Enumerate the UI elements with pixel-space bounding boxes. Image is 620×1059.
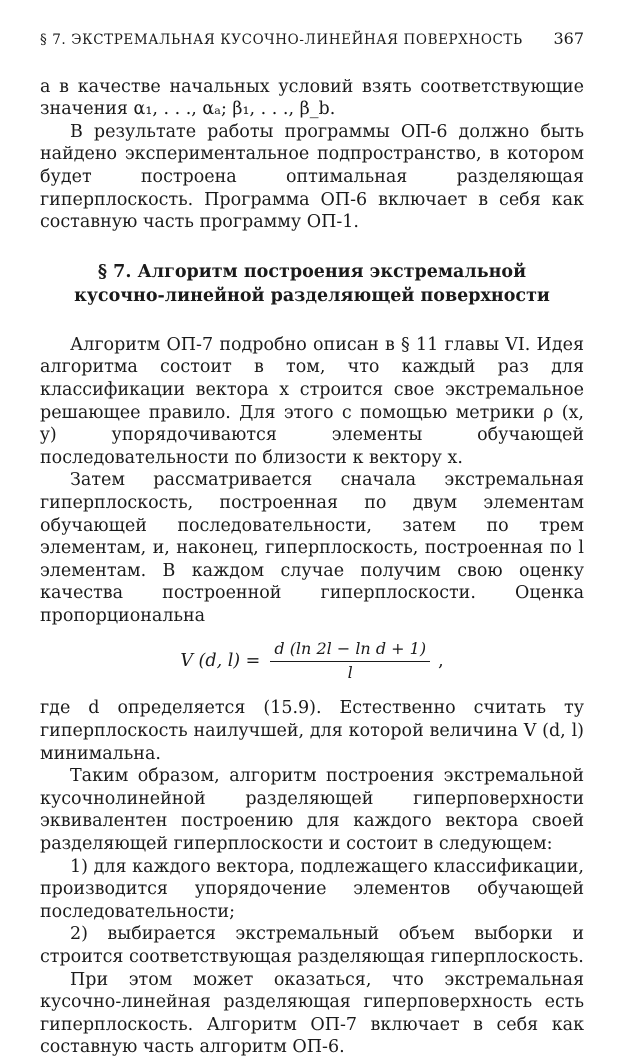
paragraph: Таким образом, алгоритм построения экстремальной кусочнолинейной разделяющей гиперповерхности эквивалентен построению для каждого вектора своей разделяющей гиперплоскости и состоит в следующем: (40, 766, 584, 855)
paragraph: В результате работы программы ОП-6 должно быть найдено экспериментальное подпространство, в котором будет построена оптимальная разделяющая гиперплоскость. Программа ОП-6 включает в себя как составную часть программу ОП-1. (40, 121, 584, 233)
section-heading (40, 260, 584, 308)
formula-numerator: d (ln 2l − ln d + 1) (270, 639, 430, 662)
section-heading-line: § 7. Алгоритм построения экстремальной (97, 261, 527, 282)
formula-lhs: V (d, l) = (180, 651, 261, 672)
formula-denominator: l (347, 663, 353, 683)
formula (40, 639, 584, 683)
section-heading-line: кусочно-линейной разделяющей поверхности (74, 285, 550, 306)
paragraph: При этом может оказаться, что экстремальная кусочно-линейная разделяющая гиперповерхность есть гиперплоскость. Алгоритм ОП-7 включает в себя как составную часть алгоритм ОП-6. (40, 969, 584, 1058)
page-number: 367 (553, 29, 584, 48)
paragraph-continuation: где d определяется (15.9). Естественно считать ту гиперплоскость наилучшей, для которой величина V (d, l) минимальна. (40, 698, 584, 764)
formula-punctuation: , (438, 651, 444, 672)
running-header (40, 28, 584, 52)
list-item: 2) выбирается экстремальный объем выборки и строится соответствующая разделяющая гиперплоскость. (40, 924, 584, 967)
paragraph: Затем рассматривается сначала экстремальная гиперплоскость, построенная по двум элементам обучающей последовательности, затем по трем элементам, и, наконец, гиперплоскость, построенная по l элементам. В каждом случае получим свою оценку качества построенной гиперплоскости. Оценка пропорциональна (40, 470, 584, 626)
paragraph: Алгоритм ОП-7 подробно описан в § 11 главы VI. Идея алгоритма состоит в том, что каждый раз для классификации вектора x строится свое экстремальное решающее правило. Для этого с помощью метрики ρ (x, y) упорядочиваются элементы обучающей последовательности по близости к вектору x. (40, 334, 584, 468)
running-header-title: § 7. ЭКСТРЕМАЛЬНАЯ КУСОЧНО-ЛИНЕЙНАЯ ПОВЕРХНОСТЬ (40, 32, 523, 48)
list-item: 1) для каждого вектора, подлежащего классификации, производится упорядочение элементов обучающей последовательности; (40, 856, 584, 922)
paragraph-continuation: а в качестве начальных условий взять соответствующие значения α₁, . . ., αₐ; β₁, . . ., β_b. (40, 76, 584, 120)
formula-fraction (270, 639, 430, 683)
